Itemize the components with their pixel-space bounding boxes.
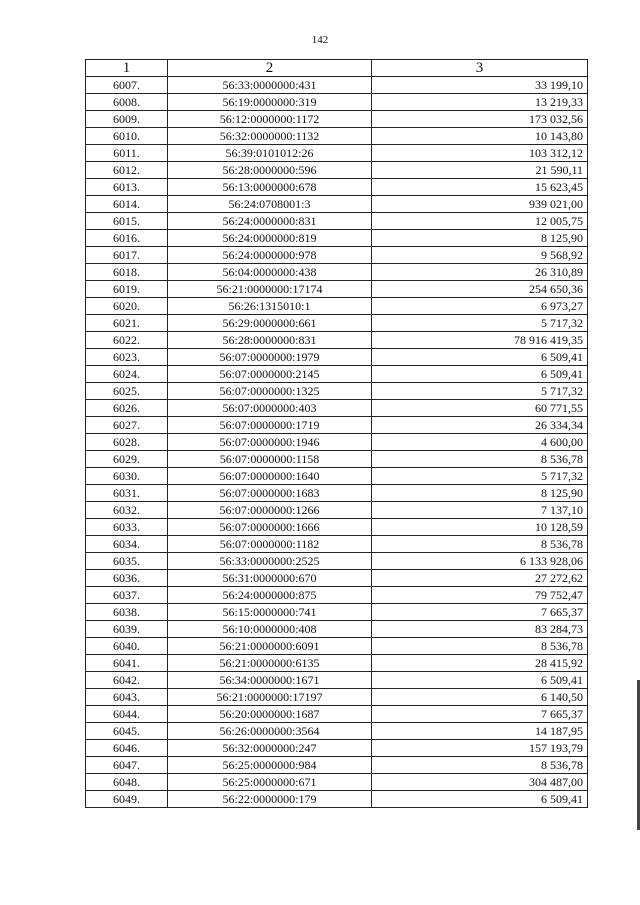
cadastral-number: 56:34:0000000:1671: [168, 672, 372, 689]
cadastral-number: 56:07:0000000:1666: [168, 519, 372, 536]
table-row: [86, 774, 588, 791]
cadastral-number: 56:22:0000000:179: [168, 791, 372, 808]
table-row: [86, 485, 588, 502]
row-number: 6029.: [86, 451, 168, 468]
row-number: 6022.: [86, 332, 168, 349]
table-row: [86, 298, 588, 315]
cadastral-value: 7 665,37: [372, 604, 588, 621]
row-number: 6021.: [86, 315, 168, 332]
cadastral-number: 56:07:0000000:1719: [168, 417, 372, 434]
table-row: [86, 502, 588, 519]
cadastral-value: 14 187,95: [372, 723, 588, 740]
cadastral-value: 27 272,62: [372, 570, 588, 587]
cadastral-number: 56:25:0000000:984: [168, 757, 372, 774]
table-row: [86, 553, 588, 570]
cadastral-value: 33 199,10: [372, 77, 588, 94]
row-number: 6043.: [86, 689, 168, 706]
cadastral-value: 304 487,00: [372, 774, 588, 791]
cadastral-number: 56:28:0000000:831: [168, 332, 372, 349]
table-row: [86, 179, 588, 196]
table-row: [86, 604, 588, 621]
cadastral-number: 56:07:0000000:1158: [168, 451, 372, 468]
cadastral-value: 8 125,90: [372, 485, 588, 502]
row-number: 6008.: [86, 94, 168, 111]
row-number: 6048.: [86, 774, 168, 791]
cadastral-number: 56:24:0000000:831: [168, 213, 372, 230]
table-row: [86, 536, 588, 553]
cadastral-number: 56:07:0000000:1325: [168, 383, 372, 400]
row-number: 6036.: [86, 570, 168, 587]
table-row: [86, 587, 588, 604]
cadastral-value: 8 125,90: [372, 230, 588, 247]
row-number: 6038.: [86, 604, 168, 621]
table-row: [86, 638, 588, 655]
row-number: 6011.: [86, 145, 168, 162]
cadastral-number: 56:24:0000000:875: [168, 587, 372, 604]
table-row: [86, 196, 588, 213]
cadastral-number: 56:24:0000000:819: [168, 230, 372, 247]
row-number: 6014.: [86, 196, 168, 213]
cadastral-number: 56:32:0000000:1132: [168, 128, 372, 145]
table-row: [86, 94, 588, 111]
cadastral-number: 56:25:0000000:671: [168, 774, 372, 791]
cadastral-number: 56:12:0000000:1172: [168, 111, 372, 128]
table-row: [86, 213, 588, 230]
row-number: 6025.: [86, 383, 168, 400]
row-number: 6046.: [86, 740, 168, 757]
cadastral-number: 56:32:0000000:247: [168, 740, 372, 757]
table-row: [86, 570, 588, 587]
row-number: 6010.: [86, 128, 168, 145]
cadastral-number: 56:07:0000000:1182: [168, 536, 372, 553]
cadastral-value: 79 752,47: [372, 587, 588, 604]
table-row: [86, 162, 588, 179]
cadastral-number: 56:21:0000000:6091: [168, 638, 372, 655]
cadastral-number: 56:24:0000000:978: [168, 247, 372, 264]
cadastral-value: 6 509,41: [372, 672, 588, 689]
header-row: [86, 60, 588, 77]
cadastral-number: 56:33:0000000:2525: [168, 553, 372, 570]
row-number: 6040.: [86, 638, 168, 655]
cadastral-value: 7 665,37: [372, 706, 588, 723]
cadastral-value: 103 312,12: [372, 145, 588, 162]
row-number: 6045.: [86, 723, 168, 740]
table-row: [86, 672, 588, 689]
column-header-value: 3: [372, 60, 588, 77]
cadastral-number: 56:07:0000000:1683: [168, 485, 372, 502]
row-number: 6032.: [86, 502, 168, 519]
cadastral-number: 56:21:0000000:17174: [168, 281, 372, 298]
table-row: [86, 468, 588, 485]
cadastral-value: 6 133 928,06: [372, 553, 588, 570]
table-row: [86, 247, 588, 264]
table-row: [86, 315, 588, 332]
cadastral-value: 4 600,00: [372, 434, 588, 451]
cadastral-value: 83 284,73: [372, 621, 588, 638]
cadastral-value: 6 973,27: [372, 298, 588, 315]
cadastral-number: 56:39:0101012:26: [168, 145, 372, 162]
row-number: 6049.: [86, 791, 168, 808]
table-row: [86, 332, 588, 349]
cadastral-value: 254 650,36: [372, 281, 588, 298]
row-number: 6024.: [86, 366, 168, 383]
cadastral-number: 56:33:0000000:431: [168, 77, 372, 94]
table-row: [86, 383, 588, 400]
cadastral-number: 56:07:0000000:403: [168, 400, 372, 417]
row-number: 6013.: [86, 179, 168, 196]
cadastral-value: 8 536,78: [372, 638, 588, 655]
row-number: 6017.: [86, 247, 168, 264]
table-row: [86, 621, 588, 638]
row-number: 6019.: [86, 281, 168, 298]
cadastral-value: 78 916 419,35: [372, 332, 588, 349]
cadastral-value: 6 509,41: [372, 791, 588, 808]
cadastral-number: 56:21:0000000:6135: [168, 655, 372, 672]
table-row: [86, 723, 588, 740]
table-row: [86, 451, 588, 468]
row-number: 6031.: [86, 485, 168, 502]
table-row: [86, 111, 588, 128]
cadastral-number: 56:07:0000000:1979: [168, 349, 372, 366]
table-header: [86, 60, 588, 77]
cadastral-value: 6 509,41: [372, 349, 588, 366]
cadastral-value: 12 005,75: [372, 213, 588, 230]
cadastral-value: 10 143,80: [372, 128, 588, 145]
cadastral-value: 15 623,45: [372, 179, 588, 196]
cadastral-number: 56:21:0000000:17197: [168, 689, 372, 706]
row-number: 6039.: [86, 621, 168, 638]
row-number: 6034.: [86, 536, 168, 553]
cadastral-value: 7 137,10: [372, 502, 588, 519]
cadastral-number: 56:24:0708001:3: [168, 196, 372, 213]
row-number: 6026.: [86, 400, 168, 417]
row-number: 6016.: [86, 230, 168, 247]
row-number: 6027.: [86, 417, 168, 434]
cadastral-value: 5 717,32: [372, 468, 588, 485]
cadastral-value: 8 536,78: [372, 536, 588, 553]
cadastral-value: 9 568,92: [372, 247, 588, 264]
cadastral-value: 26 310,89: [372, 264, 588, 281]
row-number: 6035.: [86, 553, 168, 570]
cadastral-value: 13 219,33: [372, 94, 588, 111]
cadastral-number: 56:04:0000000:438: [168, 264, 372, 281]
table-row: [86, 400, 588, 417]
table-row: [86, 791, 588, 808]
cadastral-value: 157 193,79: [372, 740, 588, 757]
row-number: 6044.: [86, 706, 168, 723]
row-number: 6009.: [86, 111, 168, 128]
row-number: 6018.: [86, 264, 168, 281]
table-row: [86, 689, 588, 706]
cadastral-value: 60 771,55: [372, 400, 588, 417]
cadastral-value: 5 717,32: [372, 383, 588, 400]
table-row: [86, 366, 588, 383]
row-number: 6030.: [86, 468, 168, 485]
row-number: 6007.: [86, 77, 168, 94]
cadastral-number: 56:28:0000000:596: [168, 162, 372, 179]
table-row: [86, 128, 588, 145]
row-number: 6042.: [86, 672, 168, 689]
cadastral-value: 26 334,34: [372, 417, 588, 434]
table-row: [86, 706, 588, 723]
cadastral-value: 10 128,59: [372, 519, 588, 536]
row-number: 6037.: [86, 587, 168, 604]
table-row: [86, 434, 588, 451]
table-row: [86, 740, 588, 757]
cadastral-number: 56:07:0000000:1946: [168, 434, 372, 451]
row-number: 6033.: [86, 519, 168, 536]
row-number: 6012.: [86, 162, 168, 179]
cadastral-number: 56:07:0000000:1640: [168, 468, 372, 485]
cadastral-number: 56:26:1315010:1: [168, 298, 372, 315]
column-header-number: 1: [86, 60, 168, 77]
cadastral-number: 56:29:0000000:661: [168, 315, 372, 332]
table-row: [86, 145, 588, 162]
cadastral-value: 939 021,00: [372, 196, 588, 213]
cadastral-number: 56:26:0000000:3564: [168, 723, 372, 740]
cadastral-number: 56:10:0000000:408: [168, 621, 372, 638]
cadastral-value: 8 536,78: [372, 757, 588, 774]
cadastral-number: 56:19:0000000:319: [168, 94, 372, 111]
row-number: 6015.: [86, 213, 168, 230]
row-number: 6020.: [86, 298, 168, 315]
table-body: [86, 77, 588, 808]
table-row: [86, 519, 588, 536]
row-number: 6047.: [86, 757, 168, 774]
cadastral-value: 6 140,50: [372, 689, 588, 706]
cadastral-value: 6 509,41: [372, 366, 588, 383]
table-row: [86, 349, 588, 366]
cadastral-value: 28 415,92: [372, 655, 588, 672]
cadastral-number: 56:31:0000000:670: [168, 570, 372, 587]
table-row: [86, 655, 588, 672]
cadastral-value: 8 536,78: [372, 451, 588, 468]
cadastral-number: 56:20:0000000:1687: [168, 706, 372, 723]
row-number: 6023.: [86, 349, 168, 366]
page-number: 142: [311, 34, 329, 46]
table-row: [86, 230, 588, 247]
registry-table: [85, 59, 588, 808]
table-row: [86, 264, 588, 281]
cadastral-number: 56:07:0000000:1266: [168, 502, 372, 519]
cadastral-number: 56:15:0000000:741: [168, 604, 372, 621]
cadastral-value: 5 717,32: [372, 315, 588, 332]
table-row: [86, 77, 588, 94]
table-row: [86, 417, 588, 434]
cadastral-number: 56:07:0000000:2145: [168, 366, 372, 383]
cadastral-value: 173 032,56: [372, 111, 588, 128]
column-header-cadastral: 2: [168, 60, 372, 77]
cadastral-number: 56:13:0000000:678: [168, 179, 372, 196]
cadastral-value: 21 590,11: [372, 162, 588, 179]
table-row: [86, 757, 588, 774]
row-number: 6028.: [86, 434, 168, 451]
table-row: [86, 281, 588, 298]
row-number: 6041.: [86, 655, 168, 672]
